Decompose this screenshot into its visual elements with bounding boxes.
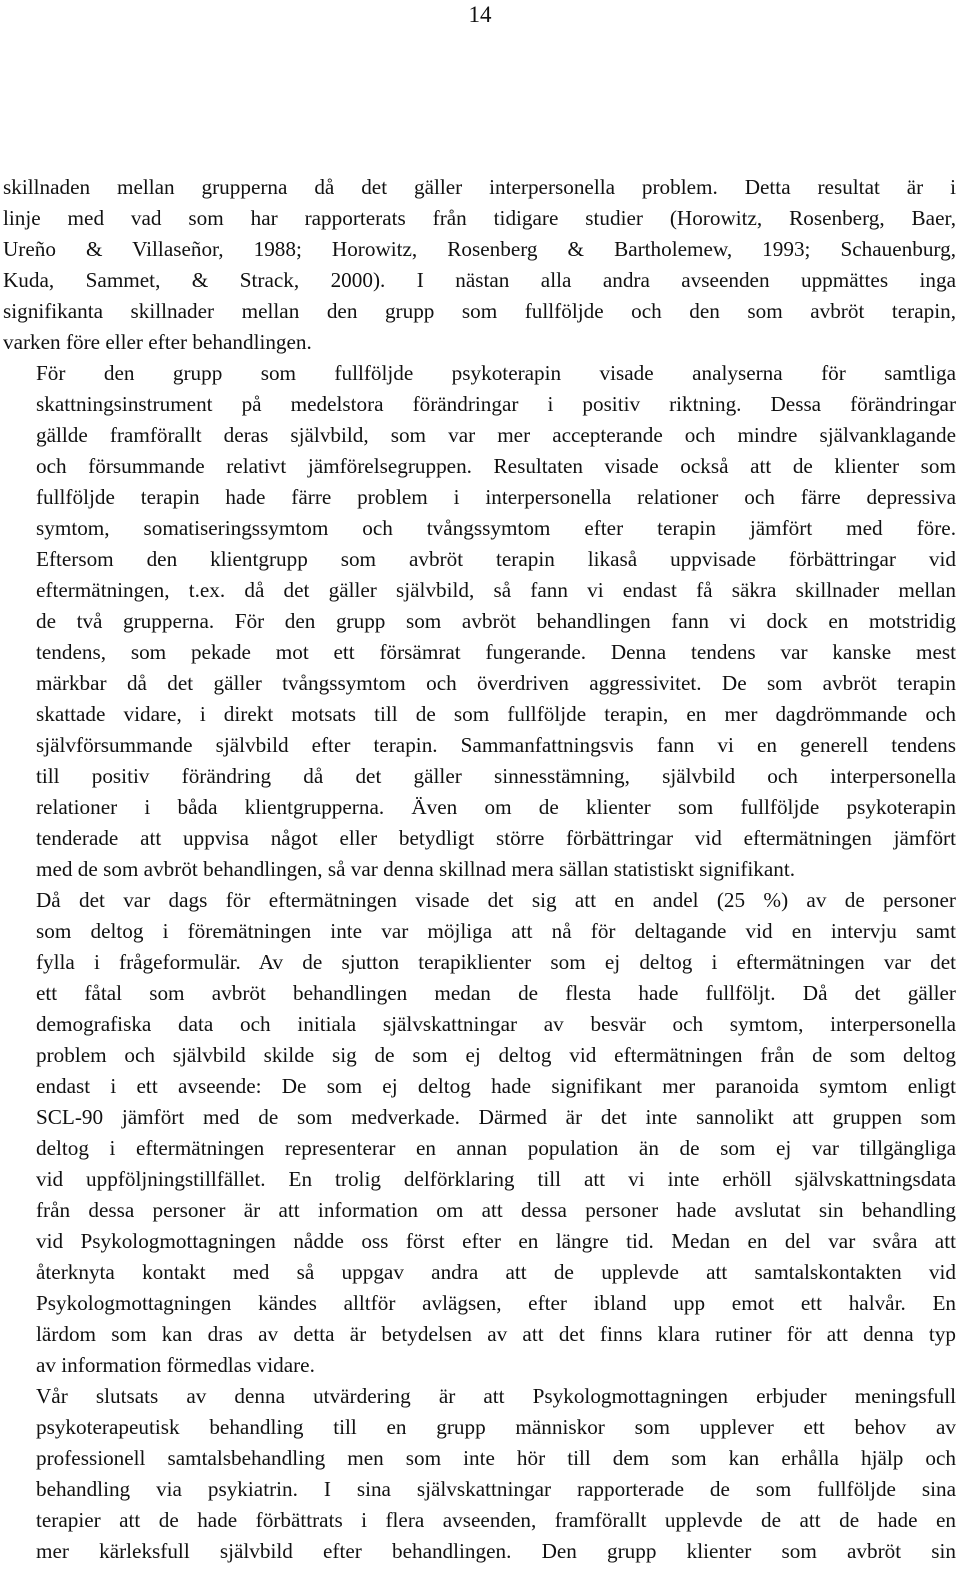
text-line: och försummande relativt jämförelsegruppen. Resultaten visade också att de klienter som [36,454,956,478]
paragraph [3,885,956,1381]
text-line: lärdom som kan dras av detta är betydelsen av att det finns klara rutiner för att denna typ [36,1322,956,1346]
text-line: relationer i båda klientgrupperna. Även om de klienter som fullföljde psykoterapin [36,795,956,819]
text-line: Eftersom den klientgrupp som avbröt terapin likaså uppvisade förbättringar vid [36,547,956,571]
page-number: 14 [468,2,492,27]
text-line: Vår slutsats av denna utvärdering är att Psykologmottagningen erbjuder meningsfull [36,1384,956,1408]
text-line: Kuda, Sammet, & Strack, 2000). I nästan alla andra avseenden uppmättes inga [3,268,956,292]
text-line: gällde framförallt deras självbild, som var mer accepterande och mindre självanklagande [36,423,956,447]
text-line: ett fåtal som avbröt behandlingen medan de flesta hade fullföljt. Då det gäller [36,981,956,1005]
text-line: SCL-90 jämfört med de som medverkade. Därmed är det inte sannolikt att gruppen som [36,1105,956,1129]
paragraph [3,358,956,885]
text-line: professionell samtalsbehandling men som inte hör till dem som kan erhålla hjälp och [36,1446,956,1470]
text-line: tendens, som pekade mot ett försämrat fungerande. Denna tendens var kanske mest [36,640,956,664]
text-line: till positiv förändring då det gäller sinnesstämning, självbild och interpersonella [36,764,956,788]
text-line: endast i ett avseende: De som ej deltog hade signifikant mer paranoida symtom enligt [36,1074,956,1098]
text-line: Psykologmottagningen kändes alltför avlägsen, efter ibland upp emot ett halvår. En [36,1291,956,1315]
text-line: behandling via psykiatrin. I sina självskattningar rapporterade de som fullföljde sina [36,1477,956,1501]
text-line: självförsummande självbild efter terapin. Sammanfattningsvis fann vi en generell tendens [36,733,956,757]
paragraph [3,172,956,358]
text-line: demografiska data och initiala självskattningar av besvär och symtom, interpersonella [36,1012,956,1036]
text-line: som deltog i föremätningen inte var möjliga att nå för deltagande vid en intervju samt [36,919,956,943]
text-line: skattade vidare, i direkt motsats till de som fullföljde terapin, en mer dagdrömmande och [36,702,956,726]
text-line: tenderade att uppvisa något eller betydligt större förbättringar vid eftermätningen jämfört [36,826,956,850]
text-line: de två grupperna. För den grupp som avbröt behandlingen fann vi dock en motstridig [36,609,956,633]
text-line: psykoterapeutisk behandling till en grupp människor som upplever ett behov av [36,1415,956,1439]
text-line: Ureño & Villaseñor, 1988; Horowitz, Rosenberg & Bartholemew, 1993; Schauenburg, [3,237,956,261]
text-line: signifikanta skillnader mellan den grupp som fullföljde och den som avbröt terapin, [3,299,956,323]
text-line: symtom, somatiseringssymtom och tvångssymtom efter terapin jämfört med före. [36,516,956,540]
text-line: För den grupp som fullföljde psykoterapin visade analyserna för samtliga [36,361,956,385]
body-text [3,172,956,1567]
text-line: skattningsinstrument på medelstora förändringar i positiv riktning. Dessa förändringar [36,392,956,416]
text-line: med de som avbröt behandlingen, så var denna skillnad mera sällan statistiskt signifikant. [36,857,796,881]
text-line: från dessa personer är att information om att dessa personer hade avslutat sin behandling [36,1198,956,1222]
text-line: skillnaden mellan grupperna då det gäller interpersonella problem. Detta resultat är i [3,175,956,199]
paragraph [3,1381,956,1567]
text-line: problem och självbild skilde sig de som ej deltog vid eftermätningen från de som deltog [36,1043,956,1067]
text-line: fylla i frågeformulär. Av de sjutton terapiklienter som ej deltog i eftermätningen var det [36,950,956,974]
text-line: terapier att de hade förbättrats i flera avseenden, framförallt upplevde de att de hade en [36,1508,956,1532]
text-line: vid Psykologmottagningen nådde oss först efter en längre tid. Medan en del var svåra att [36,1229,956,1253]
text-line: Då det var dags för eftermätningen visade det sig att en andel (25 %) av de personer [36,888,956,912]
text-line: mer kärleksfull självbild efter behandlingen. Den grupp klienter som avbröt sin [36,1539,956,1563]
text-line: deltog i eftermätningen representerar en annan population än de som ej var tillgängliga [36,1136,956,1160]
text-line: eftermätningen, t.ex. då det gäller självbild, så fann vi endast få säkra skillnader mellan [36,578,956,602]
text-line: märkbar då det gäller tvångssymtom och överdriven aggressivitet. De som avbröt terapin [36,671,956,695]
text-line: fullföljde terapin hade färre problem i interpersonella relationer och färre depressiva [36,485,956,509]
text-line: varken före eller efter behandlingen. [3,330,312,354]
text-line: återknyta kontakt med så uppgav andra att de upplevde att samtalskontakten vid [36,1260,956,1284]
text-line: av information förmedlas vidare. [36,1353,315,1377]
text-line: vid uppföljningstillfället. En trolig delförklaring till att vi inte erhöll självskattningsdata [36,1167,956,1191]
text-line: linje med vad som har rapporterats från tidigare studier (Horowitz, Rosenberg, Baer, [3,206,956,230]
